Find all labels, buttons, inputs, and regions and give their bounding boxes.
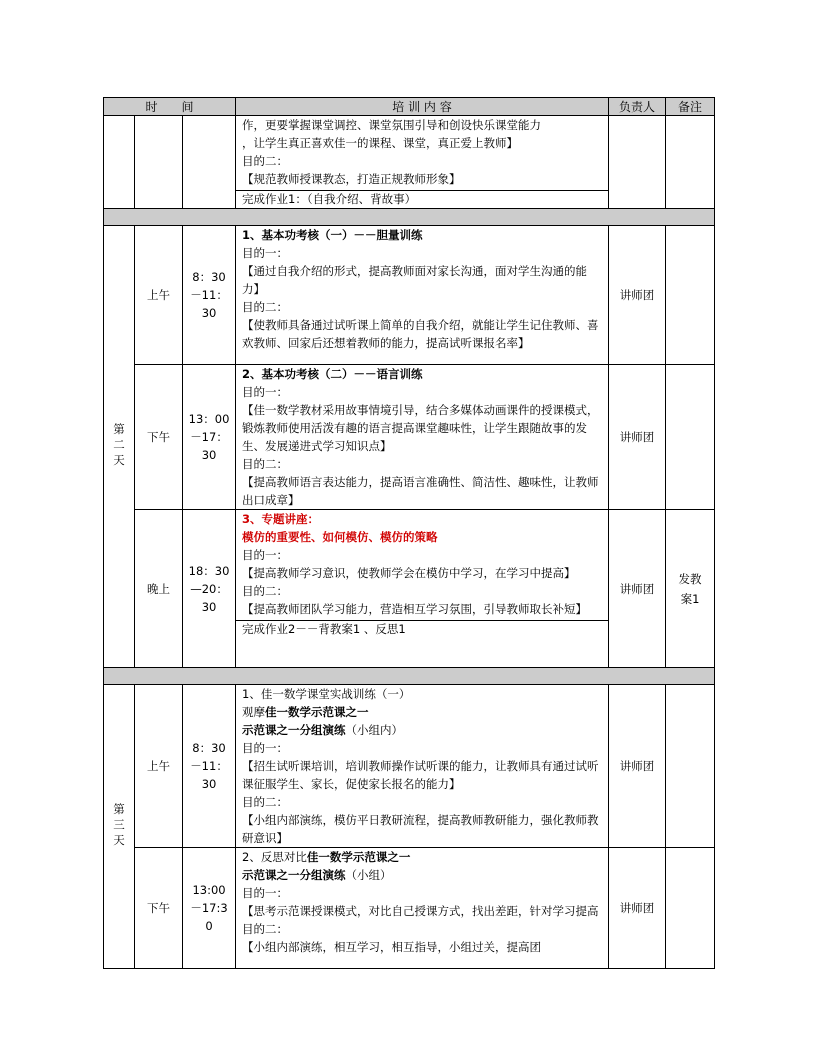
note-cell bbox=[666, 848, 715, 969]
line-suffix: （小组） bbox=[345, 868, 392, 882]
session-line bbox=[242, 703, 604, 721]
header-owner: 负责人 bbox=[609, 98, 666, 116]
session-line: 目的一： bbox=[242, 886, 289, 900]
header-content: 培 训 内 容 bbox=[236, 98, 609, 116]
title-prefix: 2、反思对比 bbox=[242, 850, 307, 864]
separator-row bbox=[104, 209, 715, 226]
training-schedule-table bbox=[103, 97, 715, 969]
group-drill-name: 示范课之一分组演练 bbox=[242, 723, 346, 737]
demo-lesson-name: 佳一数学示范课之一 bbox=[265, 705, 369, 719]
note-cell bbox=[666, 365, 715, 510]
session-line: 目的一： bbox=[242, 741, 289, 755]
day2-morning-row bbox=[104, 226, 715, 365]
separator-row bbox=[104, 668, 715, 685]
session-title: 3、专题讲座： bbox=[242, 512, 320, 526]
day2-afternoon-row bbox=[104, 365, 715, 510]
continuation-row bbox=[104, 116, 715, 209]
note-cell bbox=[666, 685, 715, 848]
time-range: 8：30－11：30 bbox=[183, 685, 236, 848]
session-line: 目的二： bbox=[242, 300, 289, 314]
line-suffix: （小组内） bbox=[345, 723, 404, 737]
session-line: 目的二： bbox=[242, 584, 289, 598]
day3-morning-row bbox=[104, 685, 715, 848]
session-line: 目的二： bbox=[242, 795, 289, 809]
homework-line: 完成作业1：（自我介绍、背故事） bbox=[236, 190, 608, 208]
session-line: 【提高教师语言表达能力，提高语言准确性、简洁性、趣味性，让教师出口成章】 bbox=[242, 475, 599, 507]
header-time: 时 间 bbox=[104, 98, 236, 116]
session-line: 【小组内部演练，模仿平日教研流程，提高教师教研能力，强化教师教研意识】 bbox=[242, 813, 599, 845]
session-line: 目的二： bbox=[242, 457, 289, 471]
session-line: 目的一： bbox=[242, 385, 289, 399]
session-line: 【思考示范课授课模式，对比自己授课方式，找出差距，针对学习提高 bbox=[242, 904, 599, 918]
session-title: 1、基本功考核（一）－－胆量训练 bbox=[242, 228, 423, 242]
session-title bbox=[242, 848, 604, 866]
owner-cell: 讲师团 bbox=[609, 848, 666, 969]
note-cell bbox=[666, 226, 715, 365]
group-drill-name: 示范课之一分组演练 bbox=[242, 868, 346, 882]
period-label: 上午 bbox=[135, 685, 183, 848]
session-content bbox=[236, 226, 609, 365]
continuation-line: 作，更要掌握课堂调控、课堂氛围引导和创设快乐课堂能力 bbox=[242, 118, 542, 132]
time-range: 13：00－17：30 bbox=[183, 365, 236, 510]
period-label: 晚上 bbox=[135, 510, 183, 668]
session-line bbox=[242, 866, 604, 884]
homework-line: 完成作业2－－背教案1 、反思1 bbox=[236, 620, 608, 638]
session-content bbox=[236, 848, 609, 969]
session-line: 目的一： bbox=[242, 246, 289, 260]
continuation-line: ，让学生真正喜欢佳一的课程、课堂，真正爱上教师】 bbox=[242, 136, 519, 150]
session-line: 【佳一数学教材采用故事情境引导，结合多媒体动画课件的授课模式，锻炼教师使用活泼有趣的语言提高课堂趣味性，让学生跟随故事的发生、发展递进式学习知识点】 bbox=[242, 403, 599, 453]
session-line: 【使教师具备通过试听课上简单的自我介绍，就能让学生记住教师、喜欢教师、回家后还想着教师的能力，提高试听课报名率】 bbox=[242, 318, 599, 350]
day-label: 第三天 bbox=[104, 685, 135, 969]
continuation-line: 目的二： bbox=[242, 154, 289, 168]
day2-evening-row bbox=[104, 510, 715, 668]
owner-cell: 讲师团 bbox=[609, 226, 666, 365]
time-range: 18：30—20：30 bbox=[183, 510, 236, 668]
session-line: 【招生试听课培训，培训教师操作试听课的能力，让教师具有通过试听课征服学生、家长，促使家长报名的能力】 bbox=[242, 759, 599, 791]
header-note: 备注 bbox=[666, 98, 715, 116]
session-content bbox=[236, 685, 609, 848]
owner-cell: 讲师团 bbox=[609, 365, 666, 510]
session-line: 【提高教师学习意识，使教师学会在模仿中学习，在学习中提高】 bbox=[242, 566, 576, 580]
session-content bbox=[236, 510, 609, 668]
session-title: 1、佳一数学课堂实战训练（一） bbox=[242, 687, 411, 701]
period-label: 下午 bbox=[135, 848, 183, 969]
session-line: 【小组内部演练，相互学习，相互指导，小组过关，提高团 bbox=[242, 940, 542, 954]
owner-cell: 讲师团 bbox=[609, 685, 666, 848]
session-line: 目的二： bbox=[242, 922, 289, 936]
time-range: 8：30－11：30 bbox=[183, 226, 236, 365]
time-range: 13:00－17:30 bbox=[183, 848, 236, 969]
session-line: 【通过自我介绍的形式，提高教师面对家长沟通，面对学生沟通的能力】 bbox=[242, 264, 588, 296]
period-label: 上午 bbox=[135, 226, 183, 365]
day3-afternoon-row bbox=[104, 848, 715, 969]
lecture-topic: 模仿的重要性、如何模仿、模仿的策略 bbox=[242, 530, 438, 544]
session-line bbox=[242, 721, 604, 739]
demo-lesson-name: 佳一数学示范课之一 bbox=[306, 850, 411, 864]
session-title: 2、基本功考核（二）－－语言训练 bbox=[242, 367, 423, 381]
continuation-content bbox=[236, 116, 609, 209]
continuation-line: 【规范教师授课教态，打造正规教师形象】 bbox=[242, 172, 461, 186]
session-content bbox=[236, 365, 609, 510]
day-label: 第二天 bbox=[104, 226, 135, 668]
line-prefix: 观摩 bbox=[242, 705, 266, 719]
note-cell: 发教案1 bbox=[666, 510, 715, 668]
header-row bbox=[104, 98, 715, 116]
period-label: 下午 bbox=[135, 365, 183, 510]
session-line: 目的一： bbox=[242, 548, 289, 562]
session-line: 【提高教师团队学习能力，营造相互学习氛围，引导教师取长补短】 bbox=[242, 602, 588, 616]
owner-cell: 讲师团 bbox=[609, 510, 666, 668]
